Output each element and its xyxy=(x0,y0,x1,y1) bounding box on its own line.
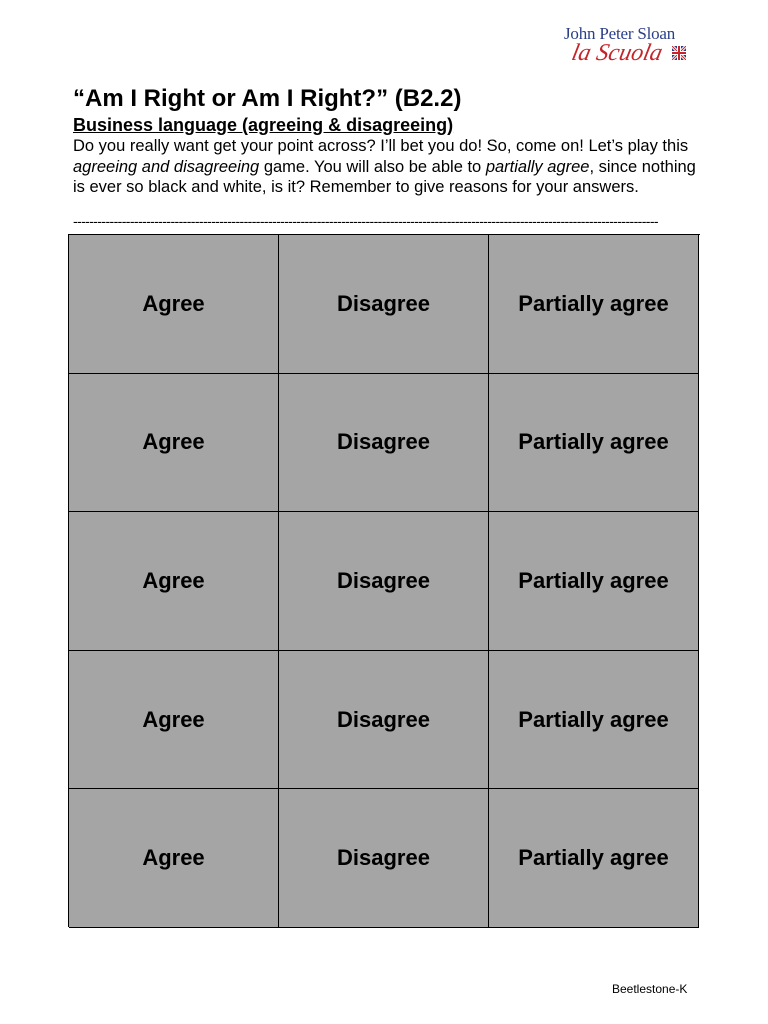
page-title: “Am I Right or Am I Right?” (B2.2) xyxy=(73,85,462,112)
page-subtitle: Business language (agreeing & disagreeing) xyxy=(73,115,454,135)
card-disagree: Disagree xyxy=(279,512,489,651)
logo-school-text: la Scuola xyxy=(569,40,665,66)
card-agree: Agree xyxy=(69,235,279,374)
card-disagree: Disagree xyxy=(279,235,489,374)
intro-text-3: , since nothing is ever so black and white, is it? Remember to give reasons for your answers. xyxy=(73,157,696,196)
intro-emphasis-2: partially agree xyxy=(485,157,590,176)
logo-name-text: John Peter Sloan xyxy=(564,24,676,43)
card-partially-agree: Partially agree xyxy=(489,235,699,374)
footer-author: Beetlestone-K xyxy=(612,982,688,996)
card-grid xyxy=(68,234,700,927)
card-partially-agree: Partially agree xyxy=(489,374,699,513)
intro-text-1: Do you really want get your point across? I’ll bet you do! So, come on! Let’s play this xyxy=(73,137,689,155)
card-disagree: Disagree xyxy=(279,651,489,790)
intro-text-2: game. You will also be able to xyxy=(259,157,486,176)
intro-paragraph xyxy=(73,136,698,198)
dashed-separator: ------------------------------------------------------------------------------------------------------------------------------------------------ xyxy=(73,215,658,227)
card-agree: Agree xyxy=(69,789,279,928)
intro-emphasis-1: agreeing and disagreeing xyxy=(73,157,260,176)
card-agree: Agree xyxy=(69,651,279,790)
card-partially-agree: Partially agree xyxy=(489,651,699,790)
card-partially-agree: Partially agree xyxy=(489,789,699,928)
card-partially-agree: Partially agree xyxy=(489,512,699,651)
card-disagree: Disagree xyxy=(279,374,489,513)
card-agree: Agree xyxy=(69,374,279,513)
card-disagree: Disagree xyxy=(279,789,489,928)
school-logo xyxy=(560,24,700,72)
card-agree: Agree xyxy=(69,512,279,651)
union-flag-icon xyxy=(672,46,686,60)
